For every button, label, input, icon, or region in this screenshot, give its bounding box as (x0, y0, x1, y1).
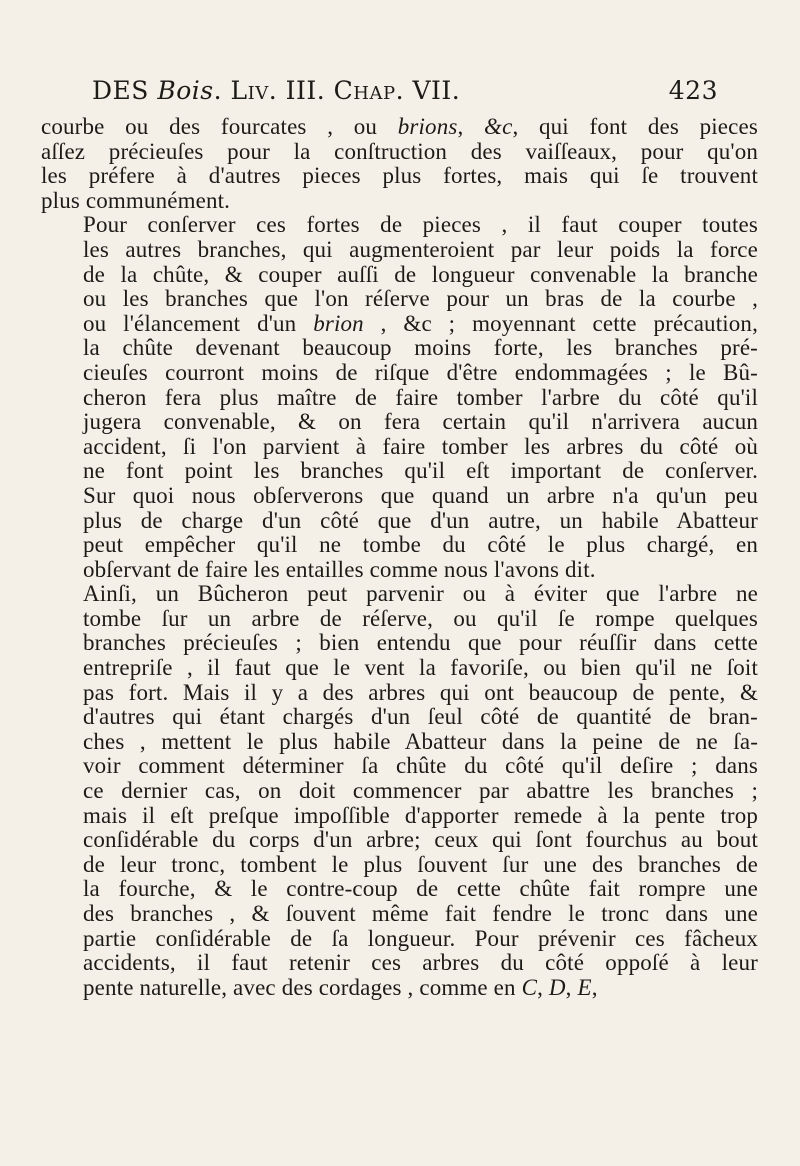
body-text (41, 115, 758, 1000)
text-line: ne font point les branches qu'il eſt important de conſerver. (83, 458, 758, 484)
text-line: ou les branches que l'on réſerve pour un bras de la courbe , (83, 286, 758, 312)
text-line: mais il eſt preſque impoſſible d'apporter remede à la pente trop (83, 802, 758, 828)
text-line: Ainſi, un Bûcheron peut parvenir ou à éviter que l'arbre ne (83, 581, 758, 607)
running-title-word: Bois (157, 76, 214, 105)
text-line: les préfere à d'autres pieces plus fortes, mais qui ſe trouvent (41, 163, 758, 189)
text-line: entrepriſe , il faut que le vent la favoriſe, ou bien qu'il ne ſoit (83, 655, 758, 681)
text-line: tombe ſur un arbre de réſerve, ou qu'il ſe rompe quelques (83, 605, 758, 631)
text-line: voir comment déterminer ſa chûte du côté qu'il deſire ; dans (83, 753, 758, 779)
text-line: pas fort. Mais il y a des arbres qui ont beaucoup de pente, & (83, 679, 758, 705)
text-line: peut empêcher qu'il ne tombe du côté le plus chargé, en (83, 532, 758, 558)
paragraph (41, 115, 758, 213)
text-line: plus de charge d'un côté que d'un autre, un habile Abatteur (83, 507, 758, 533)
text-line: partie conſidérable de ſa longueur. Pour prévenir ces fâcheux (83, 925, 758, 951)
text-line: accident, ſi l'on parvient à faire tomber les arbres du côté où (83, 433, 758, 459)
text-line: ches , mettent le plus habile Abatteur dans la peine de ne ſa- (83, 728, 758, 754)
text-line: les autres branches, qui augmenteroient par leur poids la force (83, 236, 758, 262)
text-line: conſidérable du corps d'un arbre; ceux qui ſont fourchus au bout (83, 827, 758, 853)
text-line: jugera convenable, & on fera certain qu'il n'arrivera aucun (83, 409, 758, 435)
page-number: 423 (668, 76, 718, 105)
paragraph (41, 582, 758, 1000)
running-title (92, 76, 460, 105)
text-line: aſſez précieuſes pour la conſtruction des vaiſſeaux, pour qu'on (41, 138, 758, 164)
text-line: ou l'élancement d'un brion , &c ; moyennant cette précaution, (83, 310, 758, 336)
running-title-prefix: DES (92, 76, 158, 105)
text-line: d'autres qui étant chargés d'un ſeul côté de quantité de bran- (83, 704, 758, 730)
text-line: cheron fera plus maître de faire tomber l'arbre du côté qu'il (83, 384, 758, 410)
text-line: des branches , & ſouvent même fait fendre le tronc dans une (83, 901, 758, 926)
text-line: obſervant de faire les entailles comme nous l'avons dit. (83, 556, 596, 582)
text-line: cieuſes courront moins de riſque d'être endommagées ; le Bû- (83, 359, 758, 385)
text-line: courbe ou des fourcates , ou brions, &c, qui font des pieces (41, 114, 758, 139)
text-line: de leur tronc, tombent le plus ſouvent ſur une des branches de (83, 851, 758, 877)
text-line: accidents, il faut retenir ces arbres du côté oppoſé à leur (83, 950, 758, 976)
text-line: ce dernier cas, on doit commencer par abattre les branches ; (83, 778, 758, 804)
text-line: branches précieuſes ; bien entendu que pour réuſſir dans cette (83, 630, 758, 656)
running-title-rest: . Liv. III. Chap. VII. (213, 76, 461, 105)
paragraph (41, 213, 758, 582)
text-line: Pour conſerver ces fortes de pieces , il faut couper toutes (83, 212, 758, 238)
text-line: la chûte devenant beaucoup moins forte, les branches pré- (83, 335, 758, 361)
text-line: plus communément. (41, 187, 231, 213)
text-line: pente naturelle, avec des cordages , comme en C, D, E, (83, 974, 598, 1000)
running-header (92, 76, 718, 108)
text-line: de la chûte, & couper auſſi de longueur convenable la branche (83, 261, 758, 287)
text-line: Sur quoi nous obſerverons que quand un arbre n'a qu'un peu (83, 482, 758, 508)
text-line: la fourche, & le contre-coup de cette chûte fait rompre une (83, 876, 758, 902)
